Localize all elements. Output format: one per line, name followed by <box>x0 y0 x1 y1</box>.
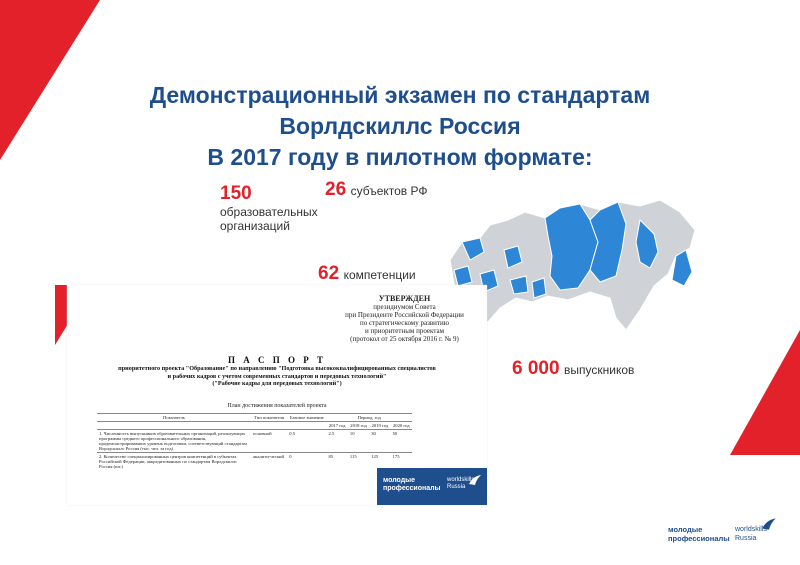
table-cell: 50 <box>391 430 412 453</box>
table-row <box>97 453 412 471</box>
table-header-cell: Показатель <box>97 414 251 422</box>
table-cell: 2,5 <box>327 430 348 453</box>
document-logo-ws2: Russia <box>447 484 466 490</box>
table-row <box>97 430 412 453</box>
stat-skills-number: 62 <box>318 263 340 284</box>
document-logo-line2: профессионалы <box>383 485 441 492</box>
corner-logo-ws2: Russia <box>735 535 757 542</box>
stat-orgs-label-2: организаций <box>220 219 290 233</box>
pasport-sub-2: и рабочих кадров с учетом современных стандартов и передовых технологий" <box>167 372 387 380</box>
table-header-cell: Тип показателя <box>251 414 287 422</box>
approved-line: и приоритетным проектам <box>364 327 445 335</box>
document-logo-line1: молодые <box>383 477 416 484</box>
table-cell: аналити-ческий <box>251 453 287 471</box>
stat-graduates <box>512 358 634 380</box>
stat-orgs-label-1: образовательных <box>220 205 318 219</box>
stat-skills-label: компетенции <box>343 268 416 282</box>
table-cell: 85 <box>327 453 348 471</box>
approved-line: по стратегическому развитию <box>360 319 449 327</box>
approved-line: при Президенте Российской Федерации <box>345 311 464 319</box>
table-cell: 30 <box>369 430 390 453</box>
pasport-title: П А С П О Р Т <box>227 355 326 365</box>
corner-logo <box>668 515 780 547</box>
table-cell: основной <box>251 430 287 453</box>
stat-regions-label: субъектов РФ <box>350 184 428 198</box>
table-cell: 2. Количество специализированных центров компетенций в субъектах Российской Федерации, аккредитованных по стандартам Ворлдскиллс Россия (шт.) <box>97 453 251 471</box>
title-line-1: Демонстрационный экзамен по стандартам <box>149 82 651 108</box>
stat-orgs-number: 150 <box>220 183 252 204</box>
stat-graduates-label: выпускников <box>564 363 635 377</box>
table-cell: 1. Численность выпускников образовательных организаций, реализующих программы среднего профессионального образования, продемонстрировавших уровень подготовки, соответствующий стандартам Ворлдскиллс Россия (тыс. чел. за год) <box>97 430 251 453</box>
pasport-sub-3: ("Рабочие кадры для передовых технологий") <box>212 380 342 387</box>
stat-regions-number: 26 <box>325 179 347 200</box>
corner-logo-ws1: worldskills <box>735 526 767 533</box>
red-triangle-right-icon <box>730 330 800 455</box>
table-header-cell: 2018 год <box>348 422 369 430</box>
approved-line: (протокол от 25 октября 2016 г. № 9) <box>350 335 459 343</box>
stat-skills <box>318 263 416 285</box>
document-logo <box>377 468 487 505</box>
title-line-3: В 2017 году в пилотном формате: <box>207 144 593 170</box>
table-cell: 0,5 <box>287 430 326 453</box>
indicators-table <box>97 413 412 470</box>
document-logo-ws <box>447 477 474 491</box>
plan-title: План достижения показателей проекта <box>227 403 327 409</box>
pasport-sub-1: приоритетного проекта "Образование" по направлению "Подготовка высококвалифицированных специалистов <box>118 365 436 372</box>
table-header-cell: 2020 год <box>391 422 412 430</box>
stat-graduates-number: 6 000 <box>512 358 560 379</box>
table-header-cell: Базовое значение <box>287 414 326 422</box>
approved-line: президиумом Совета <box>373 303 436 311</box>
document-logo-text <box>383 477 441 493</box>
corner-logo-ws <box>735 525 767 543</box>
table-header-row <box>97 422 412 430</box>
stat-regions <box>325 179 428 201</box>
table-cell: 115 <box>348 453 369 471</box>
table-cell: 125 <box>369 453 390 471</box>
page-title <box>60 80 740 173</box>
stat-orgs <box>220 183 318 233</box>
passport-document <box>67 285 487 505</box>
title-line-2: Ворлдскиллс Россия <box>279 113 521 139</box>
document-logo-ws1: worldskills <box>447 477 475 483</box>
map-region-south <box>532 278 546 298</box>
corner-logo-text <box>668 525 730 543</box>
table-header-cell: 2019 год <box>369 422 390 430</box>
table-header-period: Период, год <box>327 414 412 422</box>
corner-logo-line2: профессионалы <box>668 534 730 543</box>
table-cell: 0 <box>287 453 326 471</box>
table-cell: 175 <box>391 453 412 471</box>
corner-logo-line1: молодые <box>668 525 703 534</box>
approved-title: УТВЕРЖДЕН <box>378 294 431 303</box>
table-header-row <box>97 414 412 422</box>
table-header-cell: 2017 год <box>327 422 348 430</box>
pasport-heading <box>97 355 457 388</box>
table-cell: 10 <box>348 430 369 453</box>
approved-stamp <box>332 295 477 343</box>
